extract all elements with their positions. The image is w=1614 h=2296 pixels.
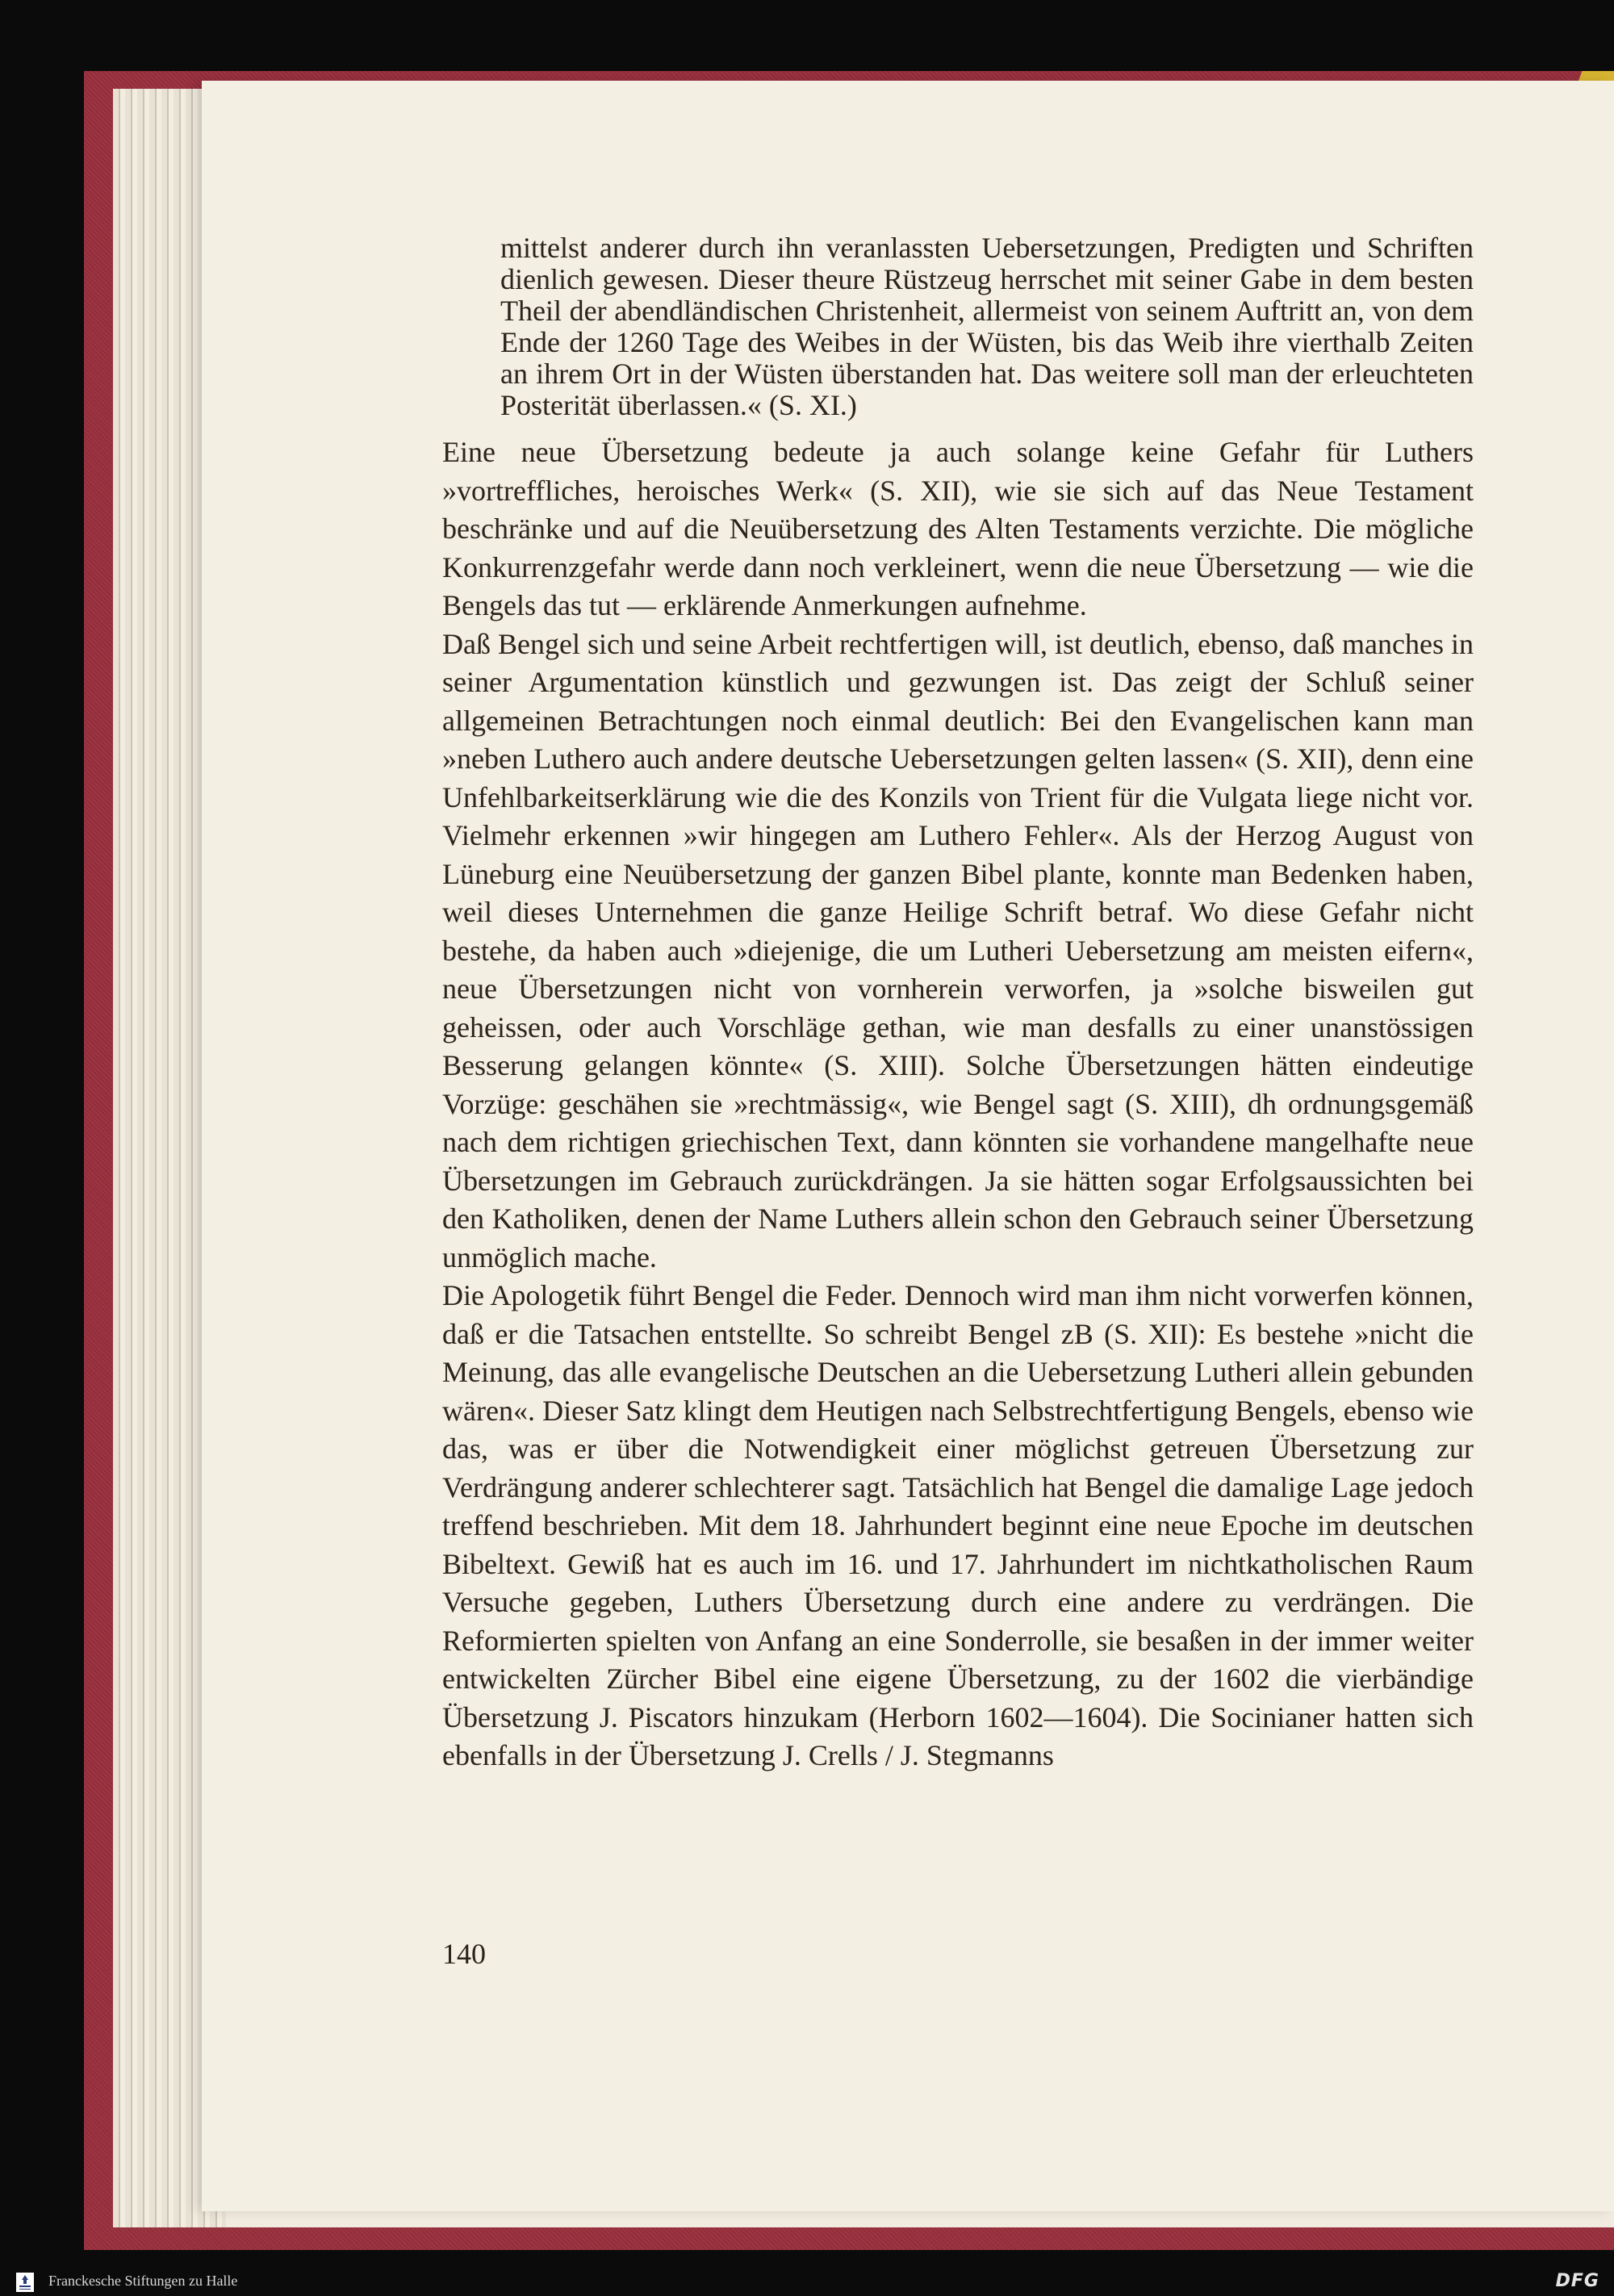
- page-text: [442, 232, 1474, 1775]
- block-quote: mittelst anderer durch ihn veranlassten Uebersetzungen, Predigten und Schriften dienlich gewesen. Dieser theure Rüstzeug herrschet mit seiner Gabe in dem besten Theil der abendländischen Christenheit, allermeist von seinem Auftritt an, von dem Ende der 1260 Tage des Weibes in der Wüsten, bis das Weib ihre vierthalb Zeiten an ihrem Ort in der Wüsten überstanden hat. Das weitere soll man der erleuchteten Posterität überlassen.« (S. XI.): [500, 232, 1474, 421]
- paragraph: Eine neue Übersetzung bedeute ja auch solange keine Gefahr für Luthers »vortreffliches, heroisches Werk« (S. XII), wie sie sich auf das Neue Testament beschränke und auf die Neuübersetzung des Alten Testaments verzichte. Die mögliche Konkurrenzgefahr werde dann noch verkleinert, wenn die neue Übersetzung — wie die Bengels das tut — erklärende Anmerkungen aufnehme.: [442, 436, 1474, 621]
- viewer-footer: [0, 2268, 1614, 2296]
- institution-name: Franckesche Stiftungen zu Halle: [48, 2273, 238, 2289]
- page-number: 140: [442, 1938, 486, 1970]
- paragraph: Die Apologetik führt Bengel die Feder. Dennoch wird man ihm nicht vorwerfen können, daß er die Tatsachen entstellte. So schreibt Bengel zB (S. XII): Es bestehe »nicht die Meinung, das alle evangelische Deutschen an die Uebersetzung Lutheri allein gebunden wären«. Dieser Satz klingt dem Heutigen nach Selbstrechtfertigung Bengels, ebenso wie das, was er über die Notwendigkeit einer möglichst getreuen Übersetzung zur Verdrängung anderer schlechterer sagt. Tatsächlich hat Bengel die damalige Lage jedoch treffend beschrieben. Mit dem 18. Jahrhundert beginnt eine neue Epoche im deutschen Bibeltext. Gewiß hat es auch im 16. und 17. Jahrhundert im nichtkatholischen Raum Versuche gegeben, Luthers Übersetzung durch eine andere zu verdrängen. Die Reformierten spielten von Anfang an eine Sonderrolle, sie besaßen in der immer weiter entwickelten Zürcher Bibel eine eigene Übersetzung, zu der 1602 die vierbändige Übersetzung J. Piscators hinzukam (Herborn 1602—1604). Die Socinianer hatten sich ebenfalls in der Übersetzung J. Crells / J. Stegmanns: [442, 1279, 1474, 1771]
- funder-logo: DFG: [1555, 2271, 1599, 2291]
- institution-logo-icon: [16, 2273, 34, 2292]
- paragraph: Daß Bengel sich und seine Arbeit rechtfertigen will, ist deutlich, ebenso, daß manches in seiner Argumentation künstlich und gezwungen ist. Das zeigt der Schluß seiner allgemeinen Betrachtungen noch einmal deutlich: Bei den Evangelischen kann man »neben Luthero auch andere deutsche Uebersetzungen gelten lassen« (S. XII), denn eine Unfehlbarkeitserklärung wie die des Konzils von Trient für die Vulgata liege nicht vor. Vielmehr erkennen »wir hingegen am Luthero Fehler«. Als der Herzog August von Lüneburg eine Neuübersetzung der ganzen Bibel plante, konnte man Bedenken haben, weil dieses Unternehmen die ganze Heilige Schrift betraf. Wo diese Gefahr nicht bestehe, da haben auch »diejenige, die um Lutheri Uebersetzung am meisten eifern«, neue Übersetzungen nicht von vornherein verworfen, ja »solche bisweilen gut geheissen, oder auch Vorschläge gethan, wie man desfalls zu einer unanstössigen Besserung gelangen könnte« (S. XIII). Solche Übersetzungen hätten eindeutige Vorzüge: geschähen sie »rechtmässig«, wie Bengel sagt (S. XIII), dh ordnungsgemäß nach dem richtigen griechischen Text, dann könnten sie vorhandene mangelhafte neue Übersetzungen im Gebrauch zurückdrängen. Ja sie hätten sogar Erfolgsaussichten bei den Katholiken, denen der Name Luthers allein schon den Gebrauch seiner Übersetzung unmöglich mache.: [442, 627, 1474, 1273]
